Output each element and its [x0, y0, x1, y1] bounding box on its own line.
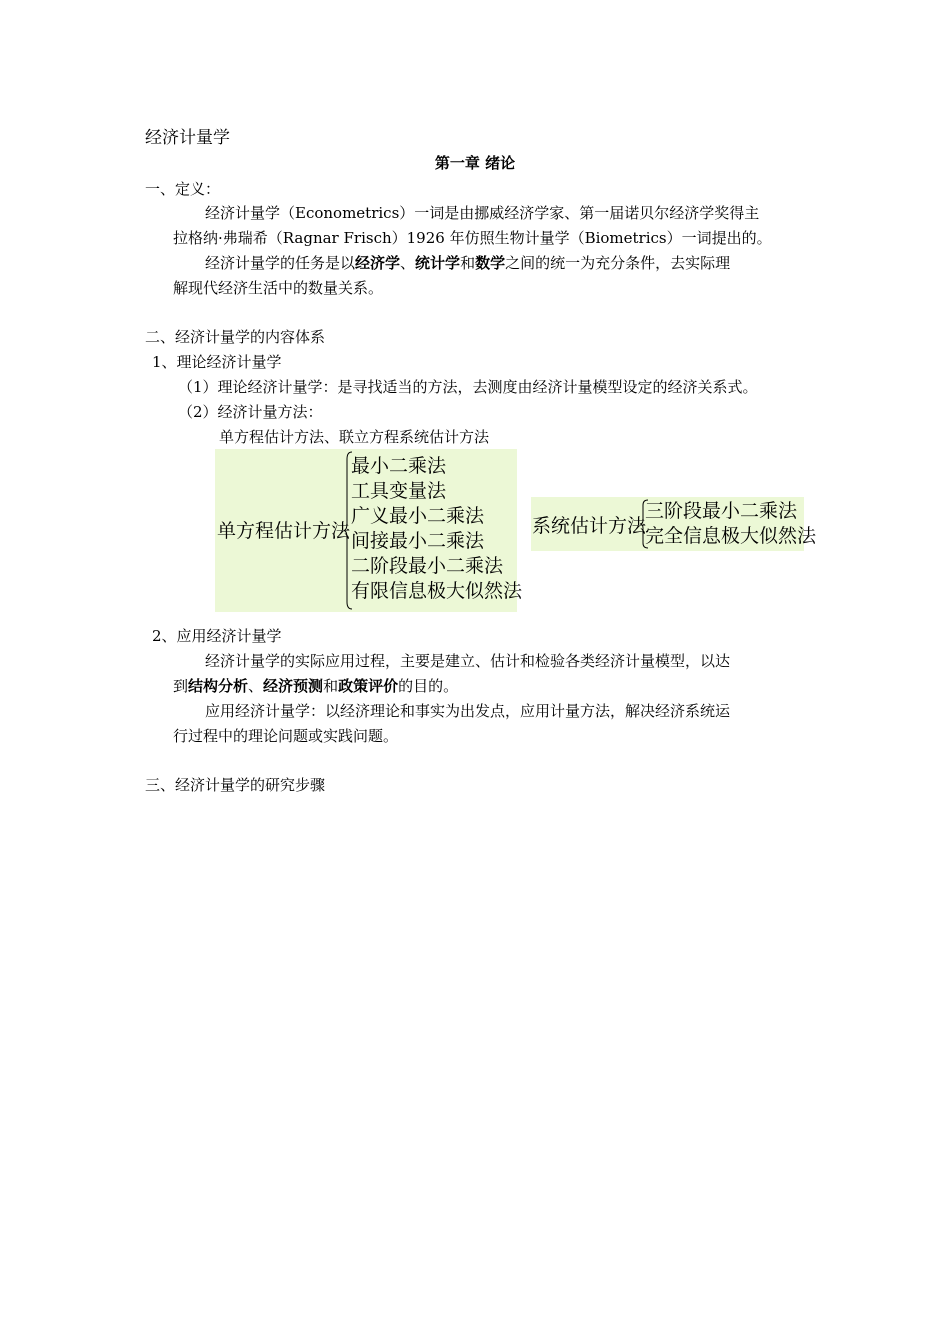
para2-and: 和 [460, 254, 476, 272]
chapter-title: 第一章 绪论 [434, 154, 516, 172]
methods-line: 单方程估计方法、联立方程系统估计方法 [219, 428, 490, 446]
para2-text-c: 之间的统一为充分条件，去实际理 [505, 254, 731, 272]
section-1-para1-line1: 经济计量学（Econometrics）一词是由挪威经济学家、第一届诺贝尔经济学奖得主 [205, 204, 760, 222]
term-structural-analysis: 结构分析 [188, 677, 249, 695]
section-1-para2-line2: 解现代经济生活中的数量关系。 [173, 279, 384, 297]
item-2: （2）经济计量方法： [178, 403, 323, 421]
section-1-para1-line2: 拉格纳·弗瑞希（Ragnar Frisch）1926 年仿照生物计量学（Biometrics）一词提出的。 [173, 229, 772, 247]
document-title: 经济计量学 [145, 128, 230, 148]
section-2-heading: 二、经济计量学的内容体系 [145, 328, 326, 346]
term-economic-forecast: 经济预测 [263, 677, 324, 695]
section-2-para4-line2: 行过程中的理论问题或实践问题。 [173, 727, 399, 745]
section-1-para2-line1 [205, 254, 730, 272]
list-item: 有限信息极大似然法 [351, 580, 523, 602]
subsection-applied: 2、应用经济计量学 [152, 627, 282, 645]
term-economics: 经济学 [355, 254, 401, 272]
section-2-para3-line1: 经济计量学的实际应用过程，主要是建立、估计和检验各类经济计量模型，以达 [205, 652, 731, 670]
system-methods-list [645, 499, 816, 549]
single-equation-methods-box [215, 449, 523, 612]
list-item: 广义最小二乘法 [351, 505, 485, 527]
para3-sep1: 、 [248, 677, 264, 695]
term-policy-evaluation: 政策评价 [338, 677, 399, 695]
system-methods-box [531, 497, 817, 551]
list-item: 间接最小二乘法 [351, 530, 485, 552]
para3-end: 的目的。 [398, 677, 459, 695]
term-mathematics: 数学 [475, 254, 506, 272]
term-statistics: 统计学 [415, 254, 461, 272]
list-item: 二阶段最小二乘法 [351, 555, 504, 577]
system-methods-label: 系统估计方法 [532, 515, 647, 537]
para2-text-a: 经济计量学的任务是以 [205, 254, 356, 272]
section-2-para4-line1: 应用经济计量学：以经济理论和事实为出发点，应用计量方法，解决经济系统运 [205, 702, 731, 720]
list-item: 工具变量法 [351, 480, 447, 502]
single-equation-label: 单方程估计方法 [217, 520, 351, 542]
section-2-para3-line2 [173, 677, 458, 695]
subsection-theoretical: 1、理论经济计量学 [152, 353, 282, 371]
list-item: 完全信息极大似然法 [645, 525, 817, 547]
section-1-heading: 一、定义： [145, 180, 221, 198]
list-item: 最小二乘法 [351, 455, 447, 477]
item-1: （1）理论经济计量学：是寻找适当的方法，去测度由经济计量模型设定的经济关系式。 [178, 378, 758, 396]
list-item: 三阶段最小二乘法 [645, 500, 798, 522]
para3-text-a: 到 [173, 677, 189, 695]
section-3-heading: 三、经济计量学的研究步骤 [145, 776, 326, 794]
single-equation-list [351, 454, 522, 604]
para3-and: 和 [323, 677, 339, 695]
para2-sep1: 、 [400, 254, 416, 272]
